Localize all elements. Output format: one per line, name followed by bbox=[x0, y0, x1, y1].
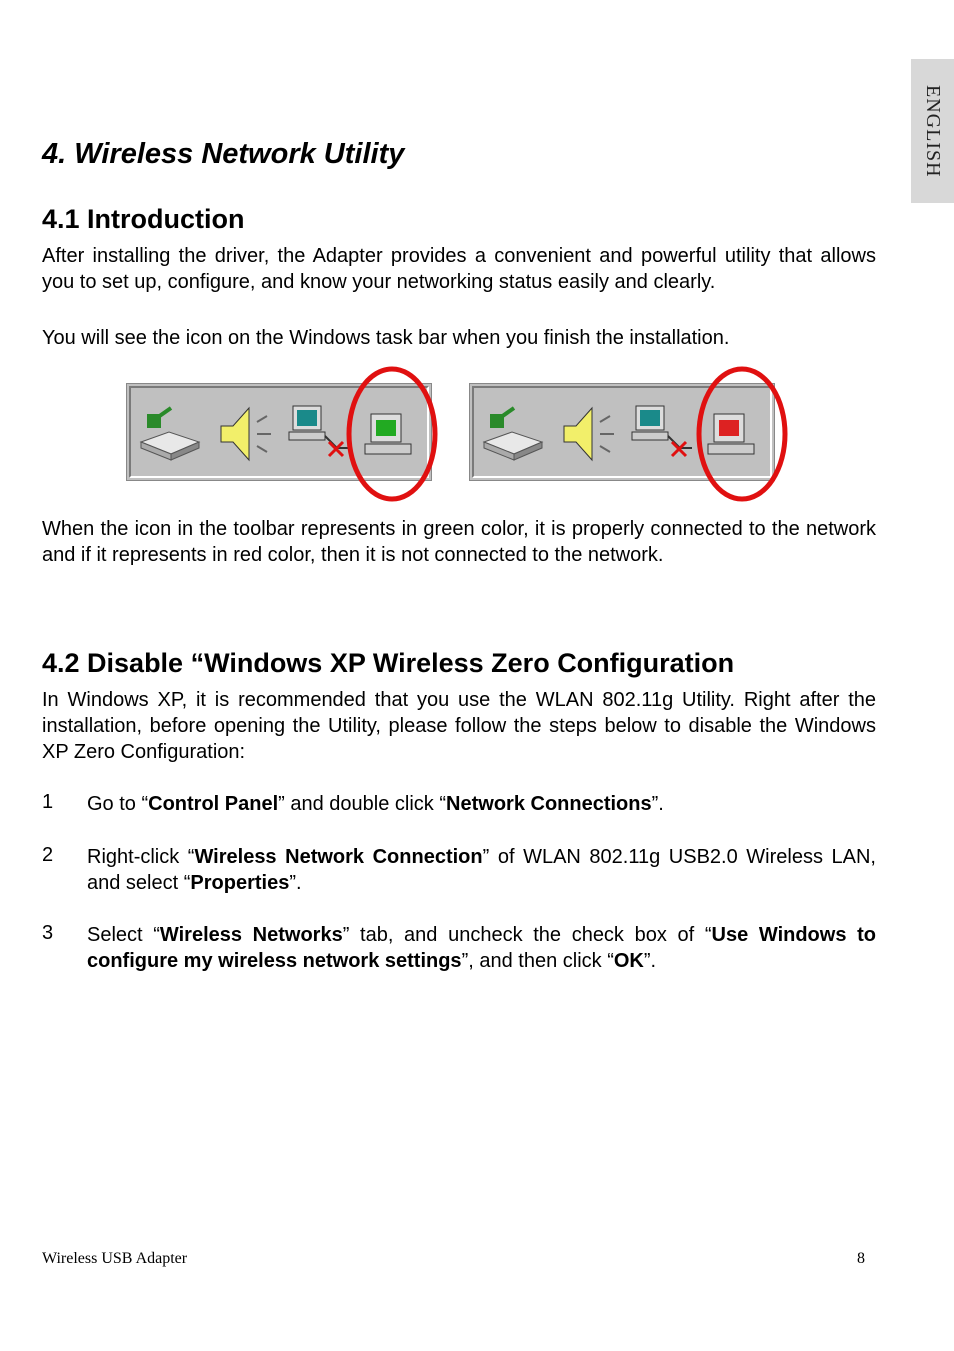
taskbar-paragraph: You will see the icon on the Windows task bar when you finish the installation. bbox=[42, 327, 730, 349]
monitor-icon bbox=[632, 406, 692, 448]
speaker-icon bbox=[221, 408, 271, 460]
section-title-disable-zero-config: 4.2 Disable “Windows XP Wireless Zero Configuration bbox=[42, 648, 735, 678]
step-number: 3 bbox=[42, 922, 54, 944]
network-card-icon bbox=[484, 408, 542, 460]
language-tab-label: ENGLISH bbox=[922, 84, 944, 178]
step-text: Right-click “Wireless Network Connection” of WLAN 802.11g USB2.0 Wireless LAN, and select “Properties”. bbox=[87, 846, 876, 894]
step-text: Select “Wireless Networks” tab, and uncheck the check box of “Use Windows to configure my wireless network settings”, and then click “OK”. bbox=[87, 924, 876, 972]
language-tab bbox=[911, 59, 954, 203]
highlight-circle-connected bbox=[344, 364, 442, 504]
status-color-paragraph: When the icon in the toolbar represents in green color, it is properly connected to the network and if it represents in red color, then it is not connected to the network. bbox=[42, 518, 876, 566]
monitor-icon bbox=[289, 406, 349, 448]
step-number: 1 bbox=[42, 791, 54, 813]
page-number: 8 bbox=[857, 1250, 865, 1267]
footer-product-name: Wireless USB Adapter bbox=[42, 1250, 188, 1267]
highlight-circle-disconnected bbox=[694, 364, 792, 504]
intro-paragraph: After installing the driver, the Adapter provides a convenient and powerful utility that allows you to set up, configure, and know your networking status easily and clearly. bbox=[42, 245, 876, 293]
speaker-icon bbox=[564, 408, 614, 460]
step-number: 2 bbox=[42, 844, 54, 866]
network-card-icon bbox=[141, 408, 199, 460]
chapter-title: 4. Wireless Network Utility bbox=[42, 138, 405, 170]
section-title-introduction: 4.1 Introduction bbox=[42, 204, 245, 234]
step-text: Go to “Control Panel” and double click “Network Connections”. bbox=[87, 793, 664, 815]
disable-intro-paragraph: In Windows XP, it is recommended that you use the WLAN 802.11g Utility. Right after the installation, before opening the Utility, please follow the steps below to disable the Windows XP Zero Configuration: bbox=[42, 689, 876, 763]
